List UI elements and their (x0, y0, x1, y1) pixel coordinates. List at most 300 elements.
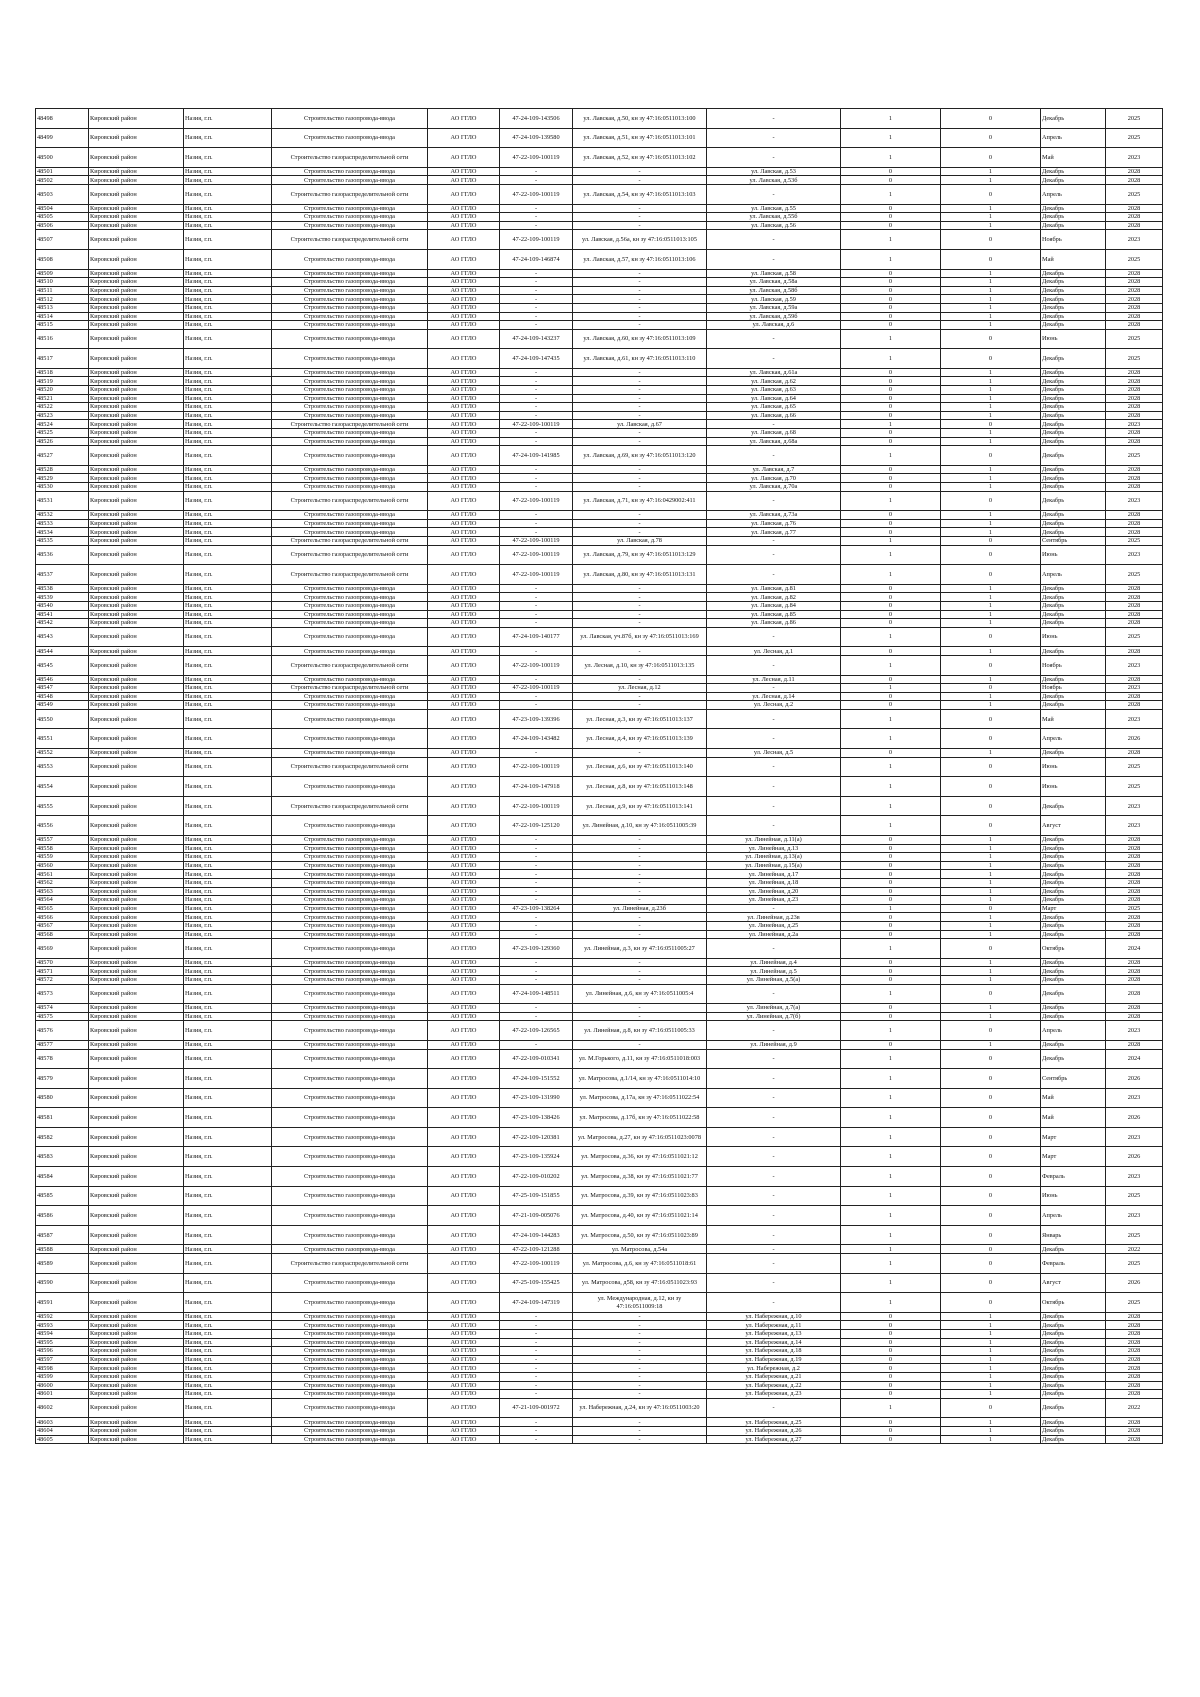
district-cell: Кировский район (89, 1254, 184, 1274)
work-type-cell: Строительство газопровода-ввода (272, 1021, 428, 1041)
district-cell: Кировский район (89, 1364, 184, 1373)
count-b-cell: 1 (941, 1347, 1041, 1356)
organization-cell: АО ГГЛО (428, 1088, 500, 1108)
cadastral-address-cell: ул. Лесная, д.10, кн зу 47:16:0511013:135 (573, 655, 707, 675)
year-cell: 2023 (1106, 1127, 1163, 1147)
organization-cell: АО ГГЛО (428, 128, 500, 148)
district-cell: Кировский район (89, 1040, 184, 1049)
year-cell: 2028 (1106, 887, 1163, 896)
table-row (36, 1049, 1163, 1069)
cadastral-address-cell: - (573, 879, 707, 888)
row-number: 48586 (36, 1206, 89, 1226)
count-b-cell: 1 (941, 483, 1041, 492)
year-cell: 2025 (1106, 1293, 1163, 1313)
application-number-cell: 47-23-109-138426 (500, 1108, 573, 1128)
year-cell: 2028 (1106, 411, 1163, 420)
cadastral-address-cell: - (573, 429, 707, 438)
application-number-cell: 47-21-109-005076 (500, 1206, 573, 1226)
cadastral-address-cell: ул. Линейная, д.23б (573, 904, 707, 913)
settlement-cell: Назия, г.п. (184, 1355, 272, 1364)
table-row (36, 601, 1163, 610)
table-row (36, 528, 1163, 537)
district-cell: Кировский район (89, 879, 184, 888)
month-cell: Декабрь (1041, 377, 1106, 386)
month-cell: Декабрь (1041, 958, 1106, 967)
count-a-cell: 1 (841, 777, 941, 797)
settlement-cell: Назия, г.п. (184, 1127, 272, 1147)
month-cell: Декабрь (1041, 1355, 1106, 1364)
table-row (36, 749, 1163, 758)
street-address-cell: - (707, 1147, 841, 1167)
count-b-cell: 0 (941, 796, 1041, 816)
year-cell: 2025 (1106, 109, 1163, 129)
work-type-cell: Строительство газопровода-ввода (272, 403, 428, 412)
settlement-cell: Назия, г.п. (184, 565, 272, 585)
street-address-cell: ул. Лавская, д.55б (707, 213, 841, 222)
work-type-cell: Строительство газопровода-ввода (272, 249, 428, 269)
settlement-cell: Назия, г.п. (184, 1049, 272, 1069)
street-address-cell: ул. Лавская, д.62 (707, 377, 841, 386)
row-number: 48532 (36, 511, 89, 520)
cadastral-address-cell: - (573, 930, 707, 939)
table-row (36, 184, 1163, 204)
cadastral-address-cell: - (573, 528, 707, 537)
organization-cell: АО ГГЛО (428, 321, 500, 330)
year-cell: 2023 (1106, 684, 1163, 693)
month-cell: Декабрь (1041, 386, 1106, 395)
year-cell: 2028 (1106, 1040, 1163, 1049)
table-row (36, 921, 1163, 930)
count-a-cell: 0 (841, 1372, 941, 1381)
settlement-cell: Назия, г.п. (184, 777, 272, 797)
application-number-cell: 47-24-109-143506 (500, 109, 573, 129)
table-row (36, 879, 1163, 888)
district-cell: Кировский район (89, 887, 184, 896)
year-cell: 2028 (1106, 1372, 1163, 1381)
table-row (36, 1398, 1163, 1418)
row-number: 48587 (36, 1225, 89, 1245)
count-b-cell: 0 (941, 1069, 1041, 1089)
row-number: 48556 (36, 816, 89, 836)
organization-cell: АО ГГЛО (428, 684, 500, 693)
district-cell: Кировский район (89, 1012, 184, 1021)
count-b-cell: 0 (941, 491, 1041, 511)
count-a-cell: 1 (841, 491, 941, 511)
cadastral-address-cell: - (573, 167, 707, 176)
district-cell: Кировский район (89, 394, 184, 403)
count-a-cell: 0 (841, 312, 941, 321)
settlement-cell: Назия, г.п. (184, 411, 272, 420)
work-type-cell: Строительство газопровода-ввода (272, 1273, 428, 1293)
work-type-cell: Строительство газопровода-ввода (272, 303, 428, 312)
street-address-cell: ул. Набережная, д.10 (707, 1312, 841, 1321)
organization-cell: АО ГГЛО (428, 647, 500, 656)
settlement-cell: Назия, г.п. (184, 1206, 272, 1226)
table-row (36, 836, 1163, 845)
count-a-cell: 1 (841, 709, 941, 729)
table-row (36, 386, 1163, 395)
street-address-cell: ул. Лавская, д.77 (707, 528, 841, 537)
table-row (36, 536, 1163, 545)
table-row (36, 368, 1163, 377)
organization-cell: АО ГГЛО (428, 939, 500, 959)
row-number: 48517 (36, 349, 89, 369)
work-type-cell: Строительство газораспределительной сети (272, 420, 428, 429)
count-b-cell: 1 (941, 861, 1041, 870)
street-address-cell: ул. Набережная, д.25 (707, 1418, 841, 1427)
month-cell: Апрель (1041, 1021, 1106, 1041)
count-a-cell: 0 (841, 278, 941, 287)
month-cell: Сентябрь (1041, 536, 1106, 545)
street-address-cell: ул. Лавская, д.76 (707, 519, 841, 528)
settlement-cell: Назия, г.п. (184, 213, 272, 222)
month-cell: Декабрь (1041, 269, 1106, 278)
cadastral-address-cell: - (573, 584, 707, 593)
row-number: 48565 (36, 904, 89, 913)
row-number: 48526 (36, 437, 89, 446)
year-cell: 2023 (1106, 491, 1163, 511)
count-a-cell: 0 (841, 913, 941, 922)
district-cell: Кировский район (89, 465, 184, 474)
organization-cell: АО ГГЛО (428, 593, 500, 602)
cadastral-address-cell: - (573, 278, 707, 287)
work-type-cell: Строительство газопровода-ввода (272, 213, 428, 222)
count-a-cell: 1 (841, 1147, 941, 1167)
district-cell: Кировский район (89, 429, 184, 438)
settlement-cell: Назия, г.п. (184, 655, 272, 675)
settlement-cell: Назия, г.п. (184, 1321, 272, 1330)
work-type-cell: Строительство газопровода-ввода (272, 967, 428, 976)
month-cell: Декабрь (1041, 1312, 1106, 1321)
cadastral-address-cell: ул. Лавская, д.56а, кн зу 47:16:0511013:105 (573, 230, 707, 250)
settlement-cell: Назия, г.п. (184, 836, 272, 845)
row-number: 48504 (36, 204, 89, 213)
district-cell: Кировский район (89, 816, 184, 836)
row-number: 48569 (36, 939, 89, 959)
count-a-cell: 1 (841, 148, 941, 168)
application-number-cell: - (500, 1321, 573, 1330)
count-b-cell: 1 (941, 1012, 1041, 1021)
month-cell: Декабрь (1041, 1040, 1106, 1049)
cadastral-address-cell: - (573, 1012, 707, 1021)
count-b-cell: 0 (941, 230, 1041, 250)
month-cell: Декабрь (1041, 483, 1106, 492)
month-cell: Июнь (1041, 329, 1106, 349)
work-type-cell: Строительство газопровода-ввода (272, 619, 428, 628)
row-number: 48548 (36, 692, 89, 701)
street-address-cell: ул. Лавская, д.86 (707, 619, 841, 628)
district-cell: Кировский район (89, 1088, 184, 1108)
year-cell: 2028 (1106, 1364, 1163, 1373)
count-b-cell: 1 (941, 403, 1041, 412)
count-b-cell: 0 (941, 1398, 1041, 1418)
month-cell: Декабрь (1041, 836, 1106, 845)
street-address-cell: ул. Линейная, д.13 (707, 844, 841, 853)
row-number: 48531 (36, 491, 89, 511)
count-b-cell: 1 (941, 967, 1041, 976)
settlement-cell: Назия, г.п. (184, 601, 272, 610)
year-cell: 2028 (1106, 930, 1163, 939)
district-cell: Кировский район (89, 647, 184, 656)
district-cell: Кировский район (89, 1330, 184, 1339)
count-b-cell: 1 (941, 930, 1041, 939)
count-a-cell: 0 (841, 303, 941, 312)
count-a-cell: 0 (841, 1012, 941, 1021)
cadastral-address-cell: - (573, 437, 707, 446)
organization-cell: АО ГГЛО (428, 176, 500, 185)
row-number: 48551 (36, 729, 89, 749)
organization-cell: АО ГГЛО (428, 729, 500, 749)
row-number: 48580 (36, 1088, 89, 1108)
district-cell: Кировский район (89, 1225, 184, 1245)
street-address-cell: - (707, 777, 841, 797)
district-cell: Кировский район (89, 939, 184, 959)
district-cell: Кировский район (89, 368, 184, 377)
application-number-cell: 47-22-109-120381 (500, 1127, 573, 1147)
month-cell: Декабрь (1041, 1338, 1106, 1347)
street-address-cell: ул. Линейная, д.25 (707, 921, 841, 930)
count-a-cell: 1 (841, 1293, 941, 1313)
settlement-cell: Назия, г.п. (184, 701, 272, 710)
row-number: 48563 (36, 887, 89, 896)
year-cell: 2028 (1106, 167, 1163, 176)
application-number-cell: - (500, 312, 573, 321)
year-cell: 2025 (1106, 1254, 1163, 1274)
organization-cell: АО ГГЛО (428, 1398, 500, 1418)
row-number: 48533 (36, 519, 89, 528)
month-cell: Март (1041, 904, 1106, 913)
year-cell: 2028 (1106, 519, 1163, 528)
settlement-cell: Назия, г.п. (184, 437, 272, 446)
street-address-cell: ул. Линейная, д.11(а) (707, 836, 841, 845)
settlement-cell: Назия, г.п. (184, 684, 272, 693)
street-address-cell: ул. Линейная, д.23 (707, 896, 841, 905)
cadastral-address-cell: - (573, 836, 707, 845)
year-cell: 2023 (1106, 655, 1163, 675)
settlement-cell: Назия, г.п. (184, 545, 272, 565)
work-type-cell: Строительство газопровода-ввода (272, 1088, 428, 1108)
settlement-cell: Назия, г.п. (184, 647, 272, 656)
settlement-cell: Назия, г.п. (184, 1186, 272, 1206)
row-number: 48559 (36, 853, 89, 862)
count-a-cell: 0 (841, 204, 941, 213)
table-row (36, 128, 1163, 148)
row-number: 48546 (36, 675, 89, 684)
row-number: 48558 (36, 844, 89, 853)
organization-cell: АО ГГЛО (428, 386, 500, 395)
street-address-cell: ул. Линейная, д.18 (707, 879, 841, 888)
settlement-cell: Назия, г.п. (184, 844, 272, 853)
month-cell: Декабрь (1041, 465, 1106, 474)
application-number-cell: - (500, 411, 573, 420)
organization-cell: АО ГГЛО (428, 879, 500, 888)
street-address-cell: ул. Набережная, д.21 (707, 1372, 841, 1381)
cadastral-address-cell: ул. Лавская, д.52, кн зу 47:16:0511013:102 (573, 148, 707, 168)
count-b-cell: 1 (941, 1426, 1041, 1435)
cadastral-address-cell: - (573, 1330, 707, 1339)
count-a-cell: 1 (841, 729, 941, 749)
count-a-cell: 0 (841, 176, 941, 185)
organization-cell: АО ГГЛО (428, 749, 500, 758)
month-cell: Декабрь (1041, 204, 1106, 213)
year-cell: 2028 (1106, 861, 1163, 870)
year-cell: 2023 (1106, 1021, 1163, 1041)
district-cell: Кировский район (89, 230, 184, 250)
row-number: 48554 (36, 777, 89, 797)
count-a-cell: 0 (841, 701, 941, 710)
year-cell: 2028 (1106, 844, 1163, 853)
year-cell: 2028 (1106, 1435, 1163, 1444)
district-cell: Кировский район (89, 601, 184, 610)
count-a-cell: 1 (841, 349, 941, 369)
street-address-cell: ул. Набережная, д.26 (707, 1426, 841, 1435)
street-address-cell: - (707, 536, 841, 545)
cadastral-address-cell: - (573, 321, 707, 330)
organization-cell: АО ГГЛО (428, 1004, 500, 1013)
month-cell: Декабрь (1041, 213, 1106, 222)
year-cell: 2028 (1106, 483, 1163, 492)
table-row (36, 1293, 1163, 1313)
table-row (36, 958, 1163, 967)
cadastral-address-cell: - (573, 1004, 707, 1013)
street-address-cell: - (707, 939, 841, 959)
count-b-cell: 1 (941, 1372, 1041, 1381)
table-row (36, 627, 1163, 647)
application-number-cell: 47-22-109-100119 (500, 230, 573, 250)
year-cell: 2025 (1106, 184, 1163, 204)
table-row (36, 1127, 1163, 1147)
cadastral-address-cell: - (573, 269, 707, 278)
organization-cell: АО ГГЛО (428, 377, 500, 386)
count-b-cell: 1 (941, 411, 1041, 420)
settlement-cell: Назия, г.п. (184, 749, 272, 758)
settlement-cell: Назия, г.п. (184, 1273, 272, 1293)
count-b-cell: 0 (941, 545, 1041, 565)
month-cell: Декабрь (1041, 870, 1106, 879)
work-type-cell: Строительство газопровода-ввода (272, 1012, 428, 1021)
year-cell: 2024 (1106, 939, 1163, 959)
month-cell: Декабрь (1041, 647, 1106, 656)
settlement-cell: Назия, г.п. (184, 286, 272, 295)
settlement-cell: Назия, г.п. (184, 420, 272, 429)
row-number: 48595 (36, 1338, 89, 1347)
count-b-cell: 1 (941, 1312, 1041, 1321)
row-number: 48514 (36, 312, 89, 321)
table-row (36, 1338, 1163, 1347)
table-row (36, 1021, 1163, 1041)
settlement-cell: Назия, г.п. (184, 465, 272, 474)
row-number: 48572 (36, 975, 89, 984)
row-number: 48596 (36, 1347, 89, 1356)
district-cell: Кировский район (89, 1355, 184, 1364)
work-type-cell: Строительство газопровода-ввода (272, 958, 428, 967)
settlement-cell: Назия, г.п. (184, 1364, 272, 1373)
cadastral-address-cell: - (573, 870, 707, 879)
cadastral-address-cell: - (573, 1338, 707, 1347)
cadastral-address-cell: - (573, 861, 707, 870)
month-cell: Декабрь (1041, 167, 1106, 176)
street-address-cell: - (707, 1049, 841, 1069)
settlement-cell: Назия, г.п. (184, 939, 272, 959)
count-a-cell: 0 (841, 1435, 941, 1444)
month-cell: Апрель (1041, 729, 1106, 749)
settlement-cell: Назия, г.п. (184, 184, 272, 204)
year-cell: 2023 (1106, 148, 1163, 168)
application-number-cell: - (500, 303, 573, 312)
table-row (36, 675, 1163, 684)
month-cell: Декабрь (1041, 1390, 1106, 1399)
year-cell: 2028 (1106, 1321, 1163, 1330)
row-number: 48593 (36, 1321, 89, 1330)
count-a-cell: 0 (841, 321, 941, 330)
work-type-cell: Строительство газопровода-ввода (272, 870, 428, 879)
organization-cell: АО ГГЛО (428, 584, 500, 593)
cadastral-address-cell: - (573, 601, 707, 610)
year-cell: 2028 (1106, 1338, 1163, 1347)
year-cell: 2028 (1106, 213, 1163, 222)
table-row (36, 403, 1163, 412)
application-number-cell: - (500, 1012, 573, 1021)
count-b-cell: 0 (941, 1245, 1041, 1254)
district-cell: Кировский район (89, 709, 184, 729)
application-number-cell: - (500, 1004, 573, 1013)
row-number: 48502 (36, 176, 89, 185)
district-cell: Кировский район (89, 967, 184, 976)
month-cell: Декабрь (1041, 295, 1106, 304)
month-cell: Август (1041, 1273, 1106, 1293)
settlement-cell: Назия, г.п. (184, 692, 272, 701)
organization-cell: АО ГГЛО (428, 519, 500, 528)
table-row (36, 777, 1163, 797)
month-cell: Декабрь (1041, 411, 1106, 420)
count-a-cell: 1 (841, 904, 941, 913)
month-cell: Декабрь (1041, 1418, 1106, 1427)
cadastral-address-cell: - (573, 647, 707, 656)
count-a-cell: 1 (841, 627, 941, 647)
street-address-cell: ул. Лавская, д.58 (707, 269, 841, 278)
settlement-cell: Назия, г.п. (184, 312, 272, 321)
year-cell: 2026 (1106, 1273, 1163, 1293)
settlement-cell: Назия, г.п. (184, 913, 272, 922)
count-a-cell: 0 (841, 377, 941, 386)
organization-cell: АО ГГЛО (428, 286, 500, 295)
count-b-cell: 0 (941, 1206, 1041, 1226)
organization-cell: АО ГГЛО (428, 565, 500, 585)
street-address-cell: ул. Лавская, д.85 (707, 610, 841, 619)
year-cell: 2028 (1106, 593, 1163, 602)
work-type-cell: Строительство газопровода-ввода (272, 610, 428, 619)
year-cell: 2022 (1106, 1398, 1163, 1418)
count-a-cell: 0 (841, 1426, 941, 1435)
count-a-cell: 0 (841, 1364, 941, 1373)
organization-cell: АО ГГЛО (428, 853, 500, 862)
cadastral-address-cell: ул. Матросова, д.38, кн зу 47:16:0511021:77 (573, 1167, 707, 1187)
count-b-cell: 1 (941, 610, 1041, 619)
application-number-cell: 47-24-109-147918 (500, 777, 573, 797)
district-cell: Кировский район (89, 474, 184, 483)
year-cell: 2028 (1106, 610, 1163, 619)
table-row (36, 1364, 1163, 1373)
street-address-cell: ул. Лесная, д.14 (707, 692, 841, 701)
cadastral-address-cell: - (573, 286, 707, 295)
organization-cell: АО ГГЛО (428, 904, 500, 913)
district-cell: Кировский район (89, 204, 184, 213)
application-number-cell: - (500, 975, 573, 984)
count-a-cell: 0 (841, 1040, 941, 1049)
district-cell: Кировский район (89, 692, 184, 701)
row-number: 48539 (36, 593, 89, 602)
application-number-cell: - (500, 879, 573, 888)
